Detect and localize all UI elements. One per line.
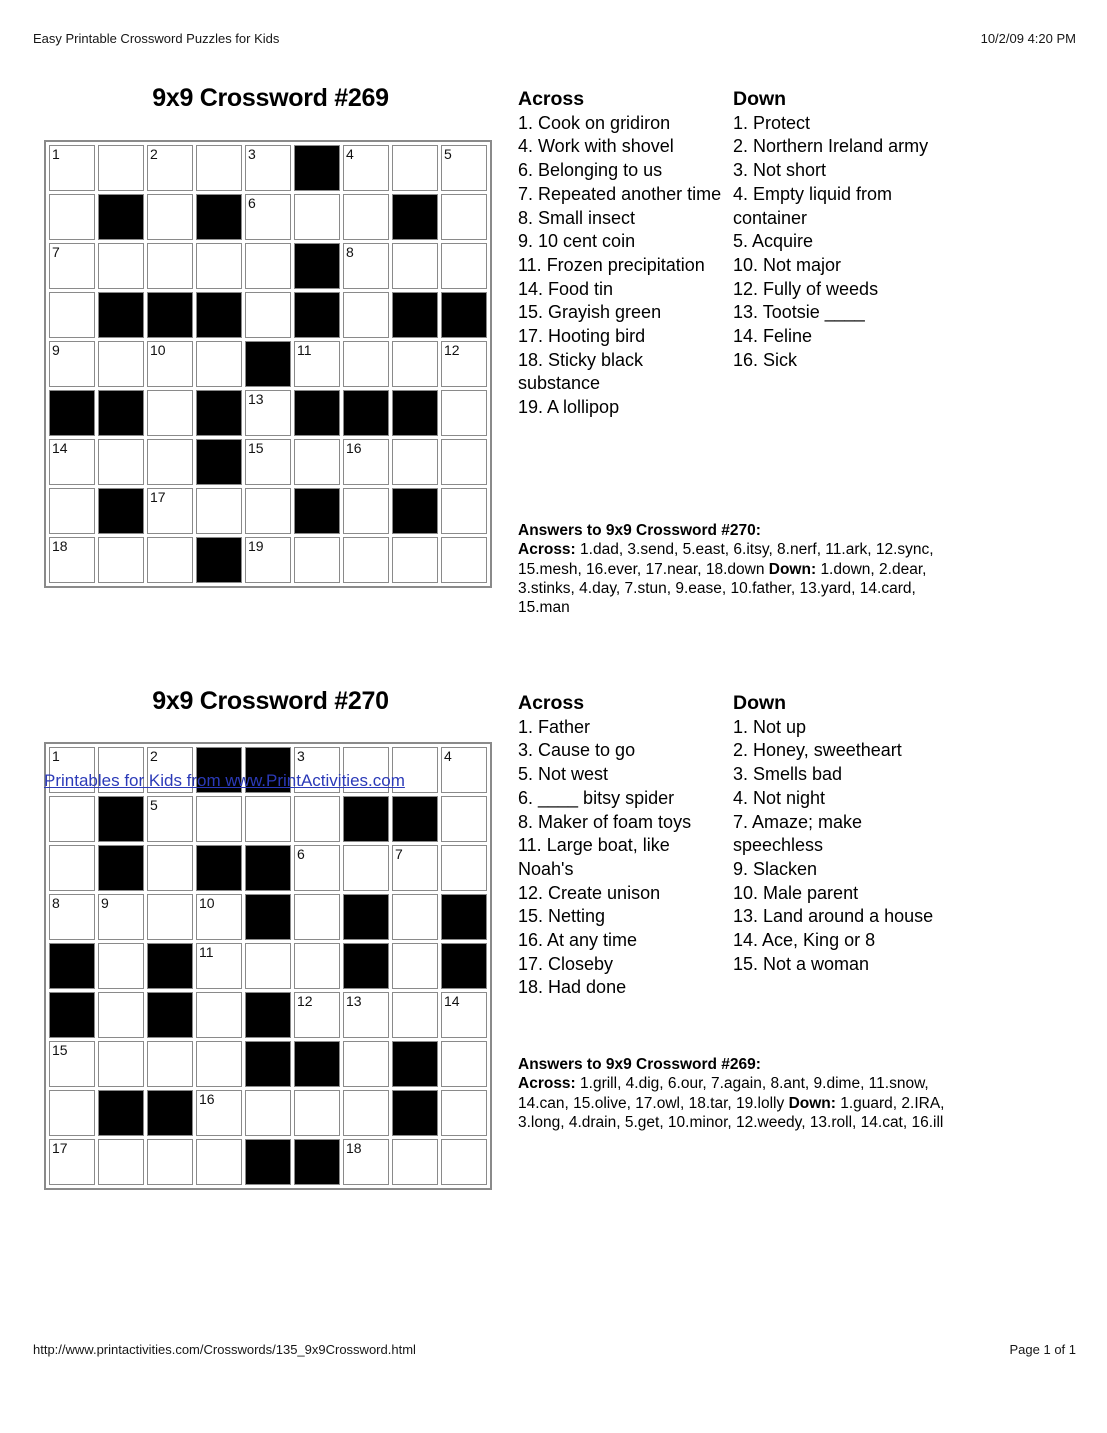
puzzle-269-title: 9x9 Crossword #269 [152, 84, 389, 112]
crossword-grid-270 [44, 742, 492, 1190]
answers-across-label: Across: [518, 1075, 576, 1093]
clue-item: 9. 10 cent coin [518, 231, 636, 252]
clue-item: 4. Not night [733, 787, 826, 808]
grid-cell [343, 145, 389, 191]
grid-cell [98, 537, 144, 583]
grid-cell [294, 194, 340, 240]
black-cell [98, 194, 144, 240]
across-heading: Across [518, 88, 585, 110]
grid-cell [343, 1090, 389, 1136]
footer-url: http://www.printactivities.com/Crosswords/135_9x9Crossword.html [33, 1342, 416, 1357]
clue-item: 17. Closeby [518, 953, 614, 974]
grid-cell [147, 845, 193, 891]
grid-cell [49, 1139, 95, 1185]
cell-number: 5 [444, 146, 452, 162]
clue-item: 1. Protect [733, 112, 811, 133]
black-cell [343, 796, 389, 842]
clue-item: 10. Not major [733, 254, 842, 275]
grid-cell [49, 1041, 95, 1087]
grid-cell [441, 488, 487, 534]
black-cell [147, 992, 193, 1038]
cell-number: 5 [150, 797, 158, 813]
down-heading: Down [733, 88, 787, 110]
black-cell [343, 390, 389, 436]
grid-cell [343, 537, 389, 583]
clue-item: 14. Feline [733, 326, 813, 347]
black-cell [49, 992, 95, 1038]
grid-cell [245, 145, 291, 191]
grid-cell [294, 537, 340, 583]
down-column [733, 692, 940, 1000]
cell-number: 6 [248, 195, 256, 211]
cell-number: 1 [52, 146, 60, 162]
cell-number: 17 [52, 1140, 68, 1156]
grid-cell [441, 1041, 487, 1087]
grid-cell [147, 194, 193, 240]
grid-cell [441, 747, 487, 793]
black-cell [245, 894, 291, 940]
cell-number: 10 [199, 895, 215, 911]
header-title: Easy Printable Crossword Puzzles for Kids [33, 31, 280, 46]
clue-item: 5. Acquire [733, 231, 814, 252]
clue-item: 10. Male parent [733, 882, 859, 903]
grid-cell [245, 439, 291, 485]
black-cell [392, 292, 438, 338]
grid-cell [245, 390, 291, 436]
grid-cell [147, 1041, 193, 1087]
grid-cell [98, 992, 144, 1038]
grid-cell [441, 1139, 487, 1185]
black-cell [98, 488, 144, 534]
cell-number: 6 [297, 846, 305, 862]
clue-item: 3. Not short [733, 160, 827, 181]
clue-item: 11. Frozen precipitation [518, 254, 705, 275]
answers-across-text: 1.dad, 3.send, 5.east, 6.itsy, 8.nerf, 11.ark, 12.sync, 15.mesh, 16.ever, 17.near, 18.down [518, 541, 934, 578]
grid-cell [441, 537, 487, 583]
grid-cell [49, 1090, 95, 1136]
clue-item: 17. Hooting bird [518, 326, 646, 347]
cell-number: 11 [297, 342, 312, 358]
grid-cell [147, 243, 193, 289]
cell-number: 9 [52, 342, 60, 358]
header-datetime: 10/2/09 4:20 PM [980, 31, 1076, 46]
grid-cell [343, 1139, 389, 1185]
print-header [33, 31, 1076, 46]
clue-item: 12. Create unison [518, 882, 661, 903]
clue-item: 16. At any time [518, 930, 638, 951]
clue-item: 12. Fully of weeds [733, 278, 879, 299]
black-cell [392, 1041, 438, 1087]
grid-cell [49, 796, 95, 842]
grid-cell [147, 145, 193, 191]
footer-page-number: Page 1 of 1 [1009, 1342, 1076, 1357]
cell-number: 19 [248, 538, 264, 554]
across-clue-list [518, 112, 723, 420]
across-clue-list [518, 716, 723, 1000]
black-cell [392, 390, 438, 436]
grid-cell [49, 194, 95, 240]
grid-cell [245, 194, 291, 240]
black-cell [294, 1139, 340, 1185]
grid-cell [147, 341, 193, 387]
crossword-table [44, 742, 492, 1190]
black-cell [98, 796, 144, 842]
answers-down-label: Down: [768, 560, 817, 578]
cell-number: 2 [150, 748, 158, 764]
grid-cell [343, 845, 389, 891]
answers-block-270 [518, 521, 968, 617]
black-cell [245, 1041, 291, 1087]
grid-cell [147, 390, 193, 436]
grid-cell [343, 341, 389, 387]
cell-number: 4 [444, 748, 452, 764]
grid-cell [49, 145, 95, 191]
cell-number: 4 [346, 146, 354, 162]
across-heading: Across [518, 692, 585, 714]
black-cell [392, 488, 438, 534]
black-cell [147, 1090, 193, 1136]
grid-cell [98, 1041, 144, 1087]
grid-cell [196, 488, 242, 534]
grid-cell [441, 845, 487, 891]
grid-cell [98, 145, 144, 191]
grid-cell [49, 894, 95, 940]
grid-cell [343, 439, 389, 485]
down-column [733, 88, 940, 420]
grid-cell [392, 943, 438, 989]
grid-cell [441, 341, 487, 387]
grid-cell [98, 341, 144, 387]
grid-cell [441, 1090, 487, 1136]
grid-cell [49, 243, 95, 289]
clue-item: 6. Belonging to us [518, 160, 663, 181]
grid-cell [196, 796, 242, 842]
clue-item: 15. Grayish green [518, 302, 662, 323]
black-cell [49, 943, 95, 989]
cell-number: 14 [52, 440, 68, 456]
grid-cell [294, 943, 340, 989]
grid-cell [196, 894, 242, 940]
black-cell [294, 488, 340, 534]
black-cell [98, 845, 144, 891]
grid-cell [196, 992, 242, 1038]
black-cell [196, 292, 242, 338]
across-column [518, 88, 723, 420]
cell-number: 3 [248, 146, 256, 162]
grid-cell [98, 243, 144, 289]
black-cell [392, 1090, 438, 1136]
clue-item: 3. Smells bad [733, 764, 843, 785]
grid-cell [441, 796, 487, 842]
answers-down-text: 1.guard, 2.IRA, 3.long, 4.drain, 5.get, 10.minor, 12.weedy, 13.roll, 14.cat, 16.ill [518, 1094, 945, 1131]
grid-cell [196, 1041, 242, 1087]
black-cell [392, 796, 438, 842]
clue-item: 1. Father [518, 716, 591, 737]
cell-number: 1 [52, 748, 60, 764]
black-cell [196, 439, 242, 485]
black-cell [98, 292, 144, 338]
grid-cell [441, 439, 487, 485]
grid-cell [196, 341, 242, 387]
black-cell [196, 194, 242, 240]
crossword-table [44, 140, 492, 588]
grid-cell [245, 796, 291, 842]
cell-number: 14 [444, 993, 460, 1009]
puzzle-270-title: 9x9 Crossword #270 [152, 687, 389, 715]
clue-item: 2. Northern Ireland army [733, 136, 929, 157]
grid-cell [343, 243, 389, 289]
grid-cell [245, 292, 291, 338]
black-cell [441, 943, 487, 989]
black-cell [294, 390, 340, 436]
clue-item: 16. Sick [733, 349, 798, 370]
black-cell [294, 243, 340, 289]
across-column [518, 692, 723, 1000]
clue-item: 14. Food tin [518, 278, 614, 299]
answers-across-label: Across: [518, 541, 576, 559]
black-cell [294, 292, 340, 338]
puzzle-270-clues [518, 692, 940, 1000]
cell-number: 15 [248, 440, 264, 456]
clue-item: 15. Netting [518, 906, 606, 927]
clue-item: 11. Large boat, like Noah's [518, 835, 670, 879]
grid-cell [441, 145, 487, 191]
grid-cell [49, 488, 95, 534]
grid-cell [245, 943, 291, 989]
cell-number: 18 [346, 1140, 362, 1156]
black-cell [49, 390, 95, 436]
grid-cell [98, 894, 144, 940]
down-clue-list [733, 716, 940, 977]
clue-item: 1. Not up [733, 716, 807, 737]
grid-cell [441, 390, 487, 436]
grid-cell [196, 1139, 242, 1185]
black-cell [343, 943, 389, 989]
answers-block-269 [518, 1055, 968, 1132]
black-cell [98, 390, 144, 436]
grid-cell [343, 194, 389, 240]
cell-number: 11 [199, 944, 214, 960]
grid-cell [294, 1090, 340, 1136]
answers-down-text: 1.down, 2.dear, 3.stinks, 4.day, 7.stun, 9.ease, 10.father, 13.yard, 14.card, 15.man [518, 560, 927, 617]
grid-cell [245, 488, 291, 534]
answers-down-label: Down: [788, 1094, 836, 1112]
black-cell [245, 1139, 291, 1185]
answers-heading: Answers to 9x9 Crossword #269: [518, 1056, 761, 1073]
clue-item: 13. Land around a house [733, 906, 934, 927]
clue-item: 7. Repeated another time [518, 183, 722, 204]
grid-cell [392, 439, 438, 485]
grid-cell [392, 341, 438, 387]
grid-cell [49, 341, 95, 387]
grid-cell [245, 537, 291, 583]
clue-item: 4. Work with shovel [518, 136, 674, 157]
cell-number: 7 [395, 846, 403, 862]
black-cell [294, 1041, 340, 1087]
clue-item: 9. Slacken [733, 858, 818, 879]
down-heading: Down [733, 692, 787, 714]
clue-item: 5. Not west [518, 764, 609, 785]
answers-across-text: 1.grill, 4.dig, 6.our, 7.again, 8.ant, 9.dime, 11.snow, 14.can, 15.olive, 17.owl, 18.tar, 19.lolly [518, 1075, 929, 1112]
grid-cell [343, 292, 389, 338]
grid-cell [147, 537, 193, 583]
grid-cell [392, 894, 438, 940]
cell-number: 9 [101, 895, 109, 911]
grid-cell [441, 992, 487, 1038]
black-cell [147, 292, 193, 338]
grid-cell [294, 439, 340, 485]
cell-number: 17 [150, 489, 166, 505]
grid-cell [196, 243, 242, 289]
grid-cell [49, 845, 95, 891]
grid-cell [343, 1041, 389, 1087]
clue-item: 8. Maker of foam toys [518, 811, 692, 832]
black-cell [196, 390, 242, 436]
grid-cell [343, 992, 389, 1038]
grid-cell [294, 341, 340, 387]
black-cell [98, 1090, 144, 1136]
cell-number: 10 [150, 342, 166, 358]
clue-item: 4. Empty liquid from container [733, 183, 893, 228]
black-cell [343, 894, 389, 940]
clue-item: 2. Honey, sweetheart [733, 740, 902, 761]
clue-item: 14. Ace, King or 8 [733, 930, 876, 951]
cell-number: 15 [52, 1042, 68, 1058]
cell-number: 8 [52, 895, 60, 911]
cell-number: 12 [297, 993, 313, 1009]
grid-cell [294, 992, 340, 1038]
grid-cell [294, 796, 340, 842]
grid-cell [294, 894, 340, 940]
black-cell [245, 845, 291, 891]
grid-cell [196, 1090, 242, 1136]
crossword-grid-269 [44, 140, 492, 588]
cell-number: 12 [444, 342, 460, 358]
grid-cell [392, 845, 438, 891]
cell-number: 2 [150, 146, 158, 162]
grid-cell [196, 145, 242, 191]
grid-cell [441, 243, 487, 289]
grid-cell [98, 943, 144, 989]
clue-item: 6. ____ bitsy spider [518, 787, 675, 808]
clue-item: 3. Cause to go [518, 740, 636, 761]
grid-cell [147, 796, 193, 842]
cell-number: 16 [346, 440, 362, 456]
clue-item: 13. Tootsie ____ [733, 302, 865, 323]
grid-cell [294, 845, 340, 891]
print-footer [33, 1342, 1076, 1357]
grid-cell [392, 537, 438, 583]
grid-cell [147, 894, 193, 940]
cell-number: 13 [248, 391, 264, 407]
black-cell [441, 292, 487, 338]
clue-item: 7. Amaze; make speechless [733, 811, 863, 856]
black-cell [294, 145, 340, 191]
answers-heading: Answers to 9x9 Crossword #270: [518, 522, 761, 539]
black-cell [392, 194, 438, 240]
grid-cell [441, 194, 487, 240]
clue-item: 8. Small insect [518, 207, 636, 228]
grid-cell [49, 292, 95, 338]
clue-item: 18. Had done [518, 977, 627, 998]
cell-number: 3 [297, 748, 305, 764]
cell-number: 8 [346, 244, 354, 260]
grid-cell [392, 243, 438, 289]
printactivities-link[interactable]: Printables for Kids from www.PrintActivities.com [44, 771, 405, 790]
cell-number: 13 [346, 993, 362, 1009]
black-cell [441, 894, 487, 940]
black-cell [245, 341, 291, 387]
cell-number: 18 [52, 538, 68, 554]
clue-item: 18. Sticky black substance [518, 349, 644, 394]
clue-item: 15. Not a woman [733, 953, 870, 974]
clue-item: 1. Cook on gridiron [518, 112, 671, 133]
grid-cell [245, 243, 291, 289]
grid-cell [49, 439, 95, 485]
puzzle-269-clues [518, 88, 940, 420]
grid-cell [98, 1139, 144, 1185]
grid-cell [49, 537, 95, 583]
grid-cell [98, 439, 144, 485]
grid-cell [147, 488, 193, 534]
down-clue-list [733, 112, 940, 373]
cell-number: 7 [52, 244, 60, 260]
black-cell [147, 943, 193, 989]
grid-cell [392, 992, 438, 1038]
grid-cell [196, 943, 242, 989]
grid-cell [147, 439, 193, 485]
grid-cell [343, 488, 389, 534]
black-cell [196, 537, 242, 583]
cell-number: 16 [199, 1091, 215, 1107]
grid-cell [245, 1090, 291, 1136]
black-cell [196, 845, 242, 891]
grid-cell [147, 1139, 193, 1185]
clue-item: 19. A lollipop [518, 397, 620, 418]
black-cell [245, 992, 291, 1038]
grid-cell [392, 1139, 438, 1185]
grid-cell [392, 145, 438, 191]
